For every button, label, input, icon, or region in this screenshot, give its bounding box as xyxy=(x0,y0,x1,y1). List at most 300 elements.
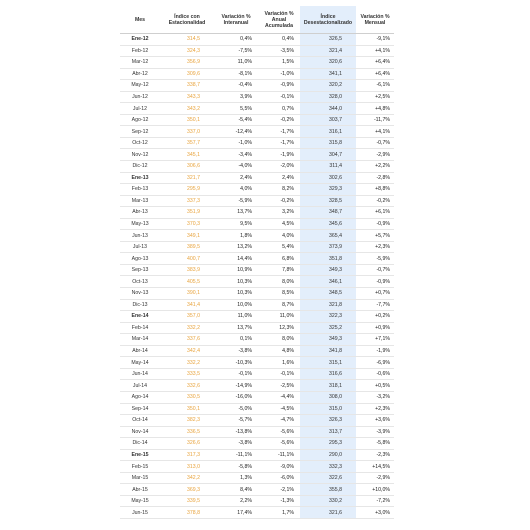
cell-mes: Jul-13 xyxy=(120,241,160,253)
cell-var-mensual: +10,0% xyxy=(356,484,394,496)
table-row xyxy=(120,368,394,380)
cell-var-interanual: -1,0% xyxy=(214,137,258,149)
cell-var-anual-acumulada: -0,2% xyxy=(258,114,300,126)
cell-indice: 349,1 xyxy=(160,230,214,242)
cell-indice-desestacionalizado: 320,6 xyxy=(300,57,356,69)
table-row xyxy=(120,357,394,369)
cell-indice: 309,6 xyxy=(160,68,214,80)
table-row xyxy=(120,380,394,392)
cell-var-mensual: -6,9% xyxy=(356,357,394,369)
table-row xyxy=(120,426,394,438)
cell-var-interanual: -3,4% xyxy=(214,149,258,161)
cell-var-mensual: -7,7% xyxy=(356,299,394,311)
cell-indice-desestacionalizado: 320,2 xyxy=(300,80,356,92)
cell-indice: 295,9 xyxy=(160,184,214,196)
cell-var-interanual: 3,9% xyxy=(214,91,258,103)
cell-var-anual-acumulada: -4,7% xyxy=(258,415,300,427)
cell-var-interanual: -8,1% xyxy=(214,68,258,80)
cell-var-mensual: -0,6% xyxy=(356,368,394,380)
cell-indice: 333,5 xyxy=(160,368,214,380)
table-row xyxy=(120,172,394,184)
cell-indice-desestacionalizado: 348,5 xyxy=(300,288,356,300)
cell-indice-desestacionalizado: 318,1 xyxy=(300,380,356,392)
cell-mes: Nov-13 xyxy=(120,288,160,300)
cell-var-mensual: -0,7% xyxy=(356,137,394,149)
cell-mes: May-14 xyxy=(120,357,160,369)
table-row xyxy=(120,403,394,415)
header-indice: Índice con Estacionalidad xyxy=(160,6,214,34)
cell-var-mensual: +0,7% xyxy=(356,288,394,300)
cell-var-mensual: +4,1% xyxy=(356,45,394,57)
cell-mes: Oct-14 xyxy=(120,415,160,427)
cell-var-anual-acumulada: -0,1% xyxy=(258,91,300,103)
table-row xyxy=(120,415,394,427)
cell-var-mensual: +3,6% xyxy=(356,415,394,427)
table-row xyxy=(120,68,394,80)
cell-var-mensual: +5,7% xyxy=(356,230,394,242)
cell-var-interanual: 11,0% xyxy=(214,57,258,69)
table-row xyxy=(120,207,394,219)
cell-var-interanual: 1,8% xyxy=(214,230,258,242)
cell-mes: Ene-12 xyxy=(120,34,160,46)
cell-indice-desestacionalizado: 290,0 xyxy=(300,449,356,461)
table-row xyxy=(120,484,394,496)
cell-mes: Jun-13 xyxy=(120,230,160,242)
cell-var-anual-acumulada: 2,4% xyxy=(258,172,300,184)
cell-indice-desestacionalizado: 329,3 xyxy=(300,184,356,196)
table-row xyxy=(120,80,394,92)
cell-mes: Feb-13 xyxy=(120,184,160,196)
cell-indice-desestacionalizado: 365,4 xyxy=(300,230,356,242)
cell-var-anual-acumulada: -0,1% xyxy=(258,368,300,380)
cell-indice: 314,5 xyxy=(160,34,214,46)
cell-indice-desestacionalizado: 315,1 xyxy=(300,357,356,369)
table-row xyxy=(120,230,394,242)
header-mes: Mes xyxy=(120,6,160,34)
table-row xyxy=(120,57,394,69)
cell-var-anual-acumulada: 4,8% xyxy=(258,345,300,357)
cell-var-anual-acumulada: 7,8% xyxy=(258,264,300,276)
cell-indice-desestacionalizado: 321,4 xyxy=(300,45,356,57)
cell-var-anual-acumulada: 4,0% xyxy=(258,230,300,242)
cell-indice-desestacionalizado: 328,0 xyxy=(300,91,356,103)
cell-indice: 337,3 xyxy=(160,195,214,207)
cell-var-anual-acumulada: 6,8% xyxy=(258,253,300,265)
cell-var-interanual: 17,4% xyxy=(214,507,258,519)
cell-var-anual-acumulada: 0,7% xyxy=(258,103,300,115)
cell-var-anual-acumulada: -9,0% xyxy=(258,461,300,473)
cell-indice: 400,7 xyxy=(160,253,214,265)
table-row xyxy=(120,34,394,46)
cell-indice: 341,4 xyxy=(160,299,214,311)
cell-indice: 370,3 xyxy=(160,218,214,230)
cell-var-interanual: -5,9% xyxy=(214,195,258,207)
cell-var-anual-acumulada: -3,5% xyxy=(258,45,300,57)
table-row xyxy=(120,114,394,126)
table-row xyxy=(120,276,394,288)
cell-var-anual-acumulada: 8,2% xyxy=(258,184,300,196)
cell-indice: 332,6 xyxy=(160,380,214,392)
cell-var-mensual: -9,1% xyxy=(356,34,394,46)
table-row xyxy=(120,299,394,311)
cell-mes: Jul-14 xyxy=(120,380,160,392)
cell-var-mensual: +0,9% xyxy=(356,322,394,334)
cell-mes: Jun-14 xyxy=(120,368,160,380)
cell-var-mensual: +6,4% xyxy=(356,68,394,80)
cell-indice-desestacionalizado: 325,2 xyxy=(300,322,356,334)
cell-var-mensual: -5,9% xyxy=(356,253,394,265)
cell-mes: Ene-14 xyxy=(120,311,160,323)
cell-indice: 351,9 xyxy=(160,207,214,219)
table-row xyxy=(120,345,394,357)
cell-mes: Ago-14 xyxy=(120,391,160,403)
table-row xyxy=(120,391,394,403)
cell-indice-desestacionalizado: 313,7 xyxy=(300,426,356,438)
cell-indice: 321,7 xyxy=(160,172,214,184)
cell-var-interanual: -3,8% xyxy=(214,345,258,357)
table-row xyxy=(120,461,394,473)
cell-indice-desestacionalizado: 341,1 xyxy=(300,68,356,80)
cell-mes: Sep-14 xyxy=(120,403,160,415)
table-row xyxy=(120,334,394,346)
cell-mes: Mar-14 xyxy=(120,334,160,346)
cell-mes: Ene-13 xyxy=(120,172,160,184)
cell-indice-desestacionalizado: 346,1 xyxy=(300,276,356,288)
cell-var-interanual: -5,8% xyxy=(214,461,258,473)
cell-indice: 345,1 xyxy=(160,149,214,161)
cell-indice-desestacionalizado: 326,5 xyxy=(300,34,356,46)
cell-var-mensual: +2,2% xyxy=(356,161,394,173)
table-row xyxy=(120,218,394,230)
header-indice-desestacionalizado: Índice Desestacionalizado xyxy=(300,6,356,34)
cell-mes: Abr-12 xyxy=(120,68,160,80)
cell-var-interanual: 10,9% xyxy=(214,264,258,276)
cell-mes: Abr-14 xyxy=(120,345,160,357)
cell-mes: Sep-12 xyxy=(120,126,160,138)
cell-indice-desestacionalizado: 355,8 xyxy=(300,484,356,496)
cell-var-anual-acumulada: -2,1% xyxy=(258,484,300,496)
table-row xyxy=(120,495,394,507)
cell-var-anual-acumulada: -1,7% xyxy=(258,137,300,149)
cell-indice: 405,5 xyxy=(160,276,214,288)
cell-var-interanual: -12,4% xyxy=(214,126,258,138)
cell-indice: 356,9 xyxy=(160,57,214,69)
cell-indice-desestacionalizado: 326,3 xyxy=(300,415,356,427)
cell-var-mensual: -1,9% xyxy=(356,345,394,357)
cell-mes: Ago-13 xyxy=(120,253,160,265)
cell-indice: 350,1 xyxy=(160,114,214,126)
cell-var-mensual: +6,1% xyxy=(356,207,394,219)
cell-mes: May-12 xyxy=(120,80,160,92)
cell-var-mensual: +7,1% xyxy=(356,334,394,346)
cell-var-interanual: -0,1% xyxy=(214,368,258,380)
cell-var-interanual: -4,0% xyxy=(214,161,258,173)
cell-var-anual-acumulada: 8,0% xyxy=(258,334,300,346)
cell-var-interanual: 5,5% xyxy=(214,103,258,115)
cell-mes: Oct-12 xyxy=(120,137,160,149)
cell-var-mensual: +0,5% xyxy=(356,380,394,392)
cell-indice-desestacionalizado: 373,9 xyxy=(300,241,356,253)
cell-indice-desestacionalizado: 332,3 xyxy=(300,461,356,473)
cell-indice: 343,2 xyxy=(160,103,214,115)
cell-var-mensual: +4,1% xyxy=(356,126,394,138)
cell-var-mensual: -3,9% xyxy=(356,426,394,438)
cell-indice: 339,5 xyxy=(160,495,214,507)
cell-var-mensual: -0,2% xyxy=(356,195,394,207)
table-row xyxy=(120,103,394,115)
header-var-anual-acumulada: Variación % Anual Acumulada xyxy=(258,6,300,34)
table-header-row xyxy=(120,6,394,34)
cell-indice-desestacionalizado: 316,1 xyxy=(300,126,356,138)
cell-var-anual-acumulada: -4,5% xyxy=(258,403,300,415)
table-row xyxy=(120,149,394,161)
cell-mes: Jun-15 xyxy=(120,507,160,519)
cell-var-interanual: 11,0% xyxy=(214,311,258,323)
cell-indice-desestacionalizado: 308,0 xyxy=(300,391,356,403)
cell-var-interanual: -5,4% xyxy=(214,114,258,126)
table-row xyxy=(120,137,394,149)
cell-var-interanual: -7,5% xyxy=(214,45,258,57)
table-row xyxy=(120,91,394,103)
cell-var-interanual: 8,4% xyxy=(214,484,258,496)
cell-mes: Nov-14 xyxy=(120,426,160,438)
cell-indice: 313,0 xyxy=(160,461,214,473)
data-table-container xyxy=(120,6,394,519)
cell-var-interanual: 13,7% xyxy=(214,207,258,219)
cell-indice-desestacionalizado: 316,6 xyxy=(300,368,356,380)
table-row xyxy=(120,472,394,484)
cell-mes: Mar-15 xyxy=(120,472,160,484)
cell-indice: 357,0 xyxy=(160,311,214,323)
cell-var-anual-acumulada: 1,6% xyxy=(258,357,300,369)
cell-var-anual-acumulada: -11,1% xyxy=(258,449,300,461)
cell-indice-desestacionalizado: 303,7 xyxy=(300,114,356,126)
table-row xyxy=(120,253,394,265)
cell-indice-desestacionalizado: 304,7 xyxy=(300,149,356,161)
indices-table xyxy=(120,6,394,519)
cell-var-anual-acumulada: 8,7% xyxy=(258,299,300,311)
cell-indice: 324,3 xyxy=(160,45,214,57)
cell-var-anual-acumulada: -1,3% xyxy=(258,495,300,507)
cell-var-mensual: +6,4% xyxy=(356,57,394,69)
cell-indice: 378,8 xyxy=(160,507,214,519)
cell-indice: 383,9 xyxy=(160,264,214,276)
cell-mes: Ene-15 xyxy=(120,449,160,461)
cell-indice: 336,5 xyxy=(160,426,214,438)
table-row xyxy=(120,184,394,196)
cell-var-mensual: -0,7% xyxy=(356,264,394,276)
cell-var-anual-acumulada: -1,7% xyxy=(258,126,300,138)
table-row xyxy=(120,449,394,461)
cell-var-interanual: 10,0% xyxy=(214,299,258,311)
cell-indice: 390,1 xyxy=(160,288,214,300)
cell-var-mensual: +2,3% xyxy=(356,403,394,415)
cell-indice: 342,2 xyxy=(160,472,214,484)
cell-var-interanual: -0,4% xyxy=(214,80,258,92)
cell-var-interanual: 0,1% xyxy=(214,334,258,346)
cell-indice-desestacionalizado: 315,0 xyxy=(300,403,356,415)
cell-var-anual-acumulada: -0,2% xyxy=(258,195,300,207)
cell-var-anual-acumulada: 4,5% xyxy=(258,218,300,230)
cell-var-interanual: 13,2% xyxy=(214,241,258,253)
cell-indice-desestacionalizado: 295,3 xyxy=(300,438,356,450)
cell-var-interanual: -3,8% xyxy=(214,438,258,450)
table-row xyxy=(120,311,394,323)
cell-mes: Jun-12 xyxy=(120,91,160,103)
cell-mes: May-13 xyxy=(120,218,160,230)
cell-var-anual-acumulada: 11,0% xyxy=(258,311,300,323)
cell-var-mensual: -2,9% xyxy=(356,149,394,161)
cell-var-interanual: 13,7% xyxy=(214,322,258,334)
cell-var-interanual: -13,8% xyxy=(214,426,258,438)
cell-var-anual-acumulada: -0,9% xyxy=(258,80,300,92)
cell-indice-desestacionalizado: 345,6 xyxy=(300,218,356,230)
cell-var-mensual: -11,7% xyxy=(356,114,394,126)
cell-mes: May-15 xyxy=(120,495,160,507)
cell-var-anual-acumulada: 12,3% xyxy=(258,322,300,334)
cell-mes: Sep-13 xyxy=(120,264,160,276)
cell-var-mensual: -6,1% xyxy=(356,80,394,92)
cell-var-interanual: 2,4% xyxy=(214,172,258,184)
cell-var-anual-acumulada: 8,5% xyxy=(258,288,300,300)
cell-indice-desestacionalizado: 321,8 xyxy=(300,299,356,311)
cell-indice-desestacionalizado: 322,3 xyxy=(300,311,356,323)
header-var-interanual: Variación % Interanual xyxy=(214,6,258,34)
cell-var-anual-acumulada: -2,0% xyxy=(258,161,300,173)
cell-var-interanual: 1,3% xyxy=(214,472,258,484)
cell-var-mensual: -3,2% xyxy=(356,391,394,403)
cell-indice-desestacionalizado: 328,5 xyxy=(300,195,356,207)
cell-mes: Nov-12 xyxy=(120,149,160,161)
cell-mes: Oct-13 xyxy=(120,276,160,288)
cell-var-anual-acumulada: -6,0% xyxy=(258,472,300,484)
cell-mes: Ago-12 xyxy=(120,114,160,126)
cell-var-mensual: +8,8% xyxy=(356,184,394,196)
cell-var-mensual: +0,2% xyxy=(356,311,394,323)
cell-var-interanual: 10,3% xyxy=(214,276,258,288)
cell-mes: Jul-12 xyxy=(120,103,160,115)
cell-mes: Abr-15 xyxy=(120,484,160,496)
cell-var-anual-acumulada: -4,4% xyxy=(258,391,300,403)
cell-var-mensual: -2,3% xyxy=(356,449,394,461)
cell-mes: Feb-15 xyxy=(120,461,160,473)
cell-var-anual-acumulada: 3,2% xyxy=(258,207,300,219)
cell-indice-desestacionalizado: 349,3 xyxy=(300,334,356,346)
cell-var-interanual: 10,3% xyxy=(214,288,258,300)
cell-mes: Feb-14 xyxy=(120,322,160,334)
cell-indice: 332,2 xyxy=(160,357,214,369)
cell-indice: 326,6 xyxy=(160,438,214,450)
cell-var-mensual: +2,3% xyxy=(356,241,394,253)
cell-var-interanual: 4,0% xyxy=(214,184,258,196)
cell-indice-desestacionalizado: 341,8 xyxy=(300,345,356,357)
cell-indice: 338,7 xyxy=(160,80,214,92)
table-row xyxy=(120,507,394,519)
cell-indice: 389,5 xyxy=(160,241,214,253)
cell-var-mensual: -0,9% xyxy=(356,218,394,230)
cell-var-mensual: +4,8% xyxy=(356,103,394,115)
cell-indice: 342,4 xyxy=(160,345,214,357)
cell-var-mensual: -7,2% xyxy=(356,495,394,507)
cell-var-interanual: 0,4% xyxy=(214,34,258,46)
cell-var-mensual: -5,8% xyxy=(356,438,394,450)
cell-var-interanual: -16,0% xyxy=(214,391,258,403)
cell-var-interanual: -14,9% xyxy=(214,380,258,392)
cell-indice-desestacionalizado: 302,6 xyxy=(300,172,356,184)
table-row xyxy=(120,322,394,334)
cell-var-interanual: -5,0% xyxy=(214,403,258,415)
cell-var-interanual: 14,4% xyxy=(214,253,258,265)
cell-var-mensual: +14,5% xyxy=(356,461,394,473)
cell-var-interanual: -11,1% xyxy=(214,449,258,461)
cell-indice-desestacionalizado: 311,4 xyxy=(300,161,356,173)
cell-indice: 332,2 xyxy=(160,322,214,334)
table-body xyxy=(120,34,394,519)
table-row xyxy=(120,195,394,207)
cell-mes: Mar-12 xyxy=(120,57,160,69)
cell-var-interanual: 2,2% xyxy=(214,495,258,507)
cell-indice: 337,6 xyxy=(160,334,214,346)
cell-indice-desestacionalizado: 322,6 xyxy=(300,472,356,484)
table-row xyxy=(120,264,394,276)
cell-indice: 369,3 xyxy=(160,484,214,496)
cell-mes: Mar-13 xyxy=(120,195,160,207)
header-var-mensual: Variación % Mensual xyxy=(356,6,394,34)
cell-var-interanual: 9,5% xyxy=(214,218,258,230)
cell-indice-desestacionalizado: 349,3 xyxy=(300,264,356,276)
cell-indice: 357,7 xyxy=(160,137,214,149)
cell-mes: Dic-12 xyxy=(120,161,160,173)
cell-indice-desestacionalizado: 344,0 xyxy=(300,103,356,115)
table-row xyxy=(120,438,394,450)
cell-indice: 337,0 xyxy=(160,126,214,138)
cell-var-anual-acumulada: -2,5% xyxy=(258,380,300,392)
cell-var-anual-acumulada: -1,0% xyxy=(258,68,300,80)
table-row xyxy=(120,288,394,300)
cell-indice: 306,6 xyxy=(160,161,214,173)
cell-var-anual-acumulada: 8,0% xyxy=(258,276,300,288)
cell-indice-desestacionalizado: 321,6 xyxy=(300,507,356,519)
cell-indice: 343,3 xyxy=(160,91,214,103)
cell-var-anual-acumulada: 0,4% xyxy=(258,34,300,46)
cell-indice-desestacionalizado: 351,8 xyxy=(300,253,356,265)
cell-indice: 382,3 xyxy=(160,415,214,427)
cell-var-anual-acumulada: -1,9% xyxy=(258,149,300,161)
cell-indice-desestacionalizado: 348,7 xyxy=(300,207,356,219)
cell-var-anual-acumulada: -5,6% xyxy=(258,438,300,450)
cell-indice-desestacionalizado: 315,8 xyxy=(300,137,356,149)
cell-var-mensual: -0,9% xyxy=(356,276,394,288)
cell-mes: Dic-14 xyxy=(120,438,160,450)
cell-indice: 350,1 xyxy=(160,403,214,415)
cell-mes: Dic-13 xyxy=(120,299,160,311)
cell-mes: Abr-13 xyxy=(120,207,160,219)
table-row xyxy=(120,241,394,253)
cell-var-anual-acumulada: 1,7% xyxy=(258,507,300,519)
cell-var-mensual: +3,0% xyxy=(356,507,394,519)
cell-indice-desestacionalizado: 330,2 xyxy=(300,495,356,507)
cell-var-interanual: -5,7% xyxy=(214,415,258,427)
cell-var-anual-acumulada: 5,4% xyxy=(258,241,300,253)
cell-var-mensual: -2,8% xyxy=(356,172,394,184)
cell-var-mensual: -2,9% xyxy=(356,472,394,484)
cell-indice: 330,5 xyxy=(160,391,214,403)
table-row xyxy=(120,45,394,57)
cell-var-anual-acumulada: -5,6% xyxy=(258,426,300,438)
cell-var-interanual: -10,3% xyxy=(214,357,258,369)
cell-mes: Feb-12 xyxy=(120,45,160,57)
cell-indice: 317,3 xyxy=(160,449,214,461)
